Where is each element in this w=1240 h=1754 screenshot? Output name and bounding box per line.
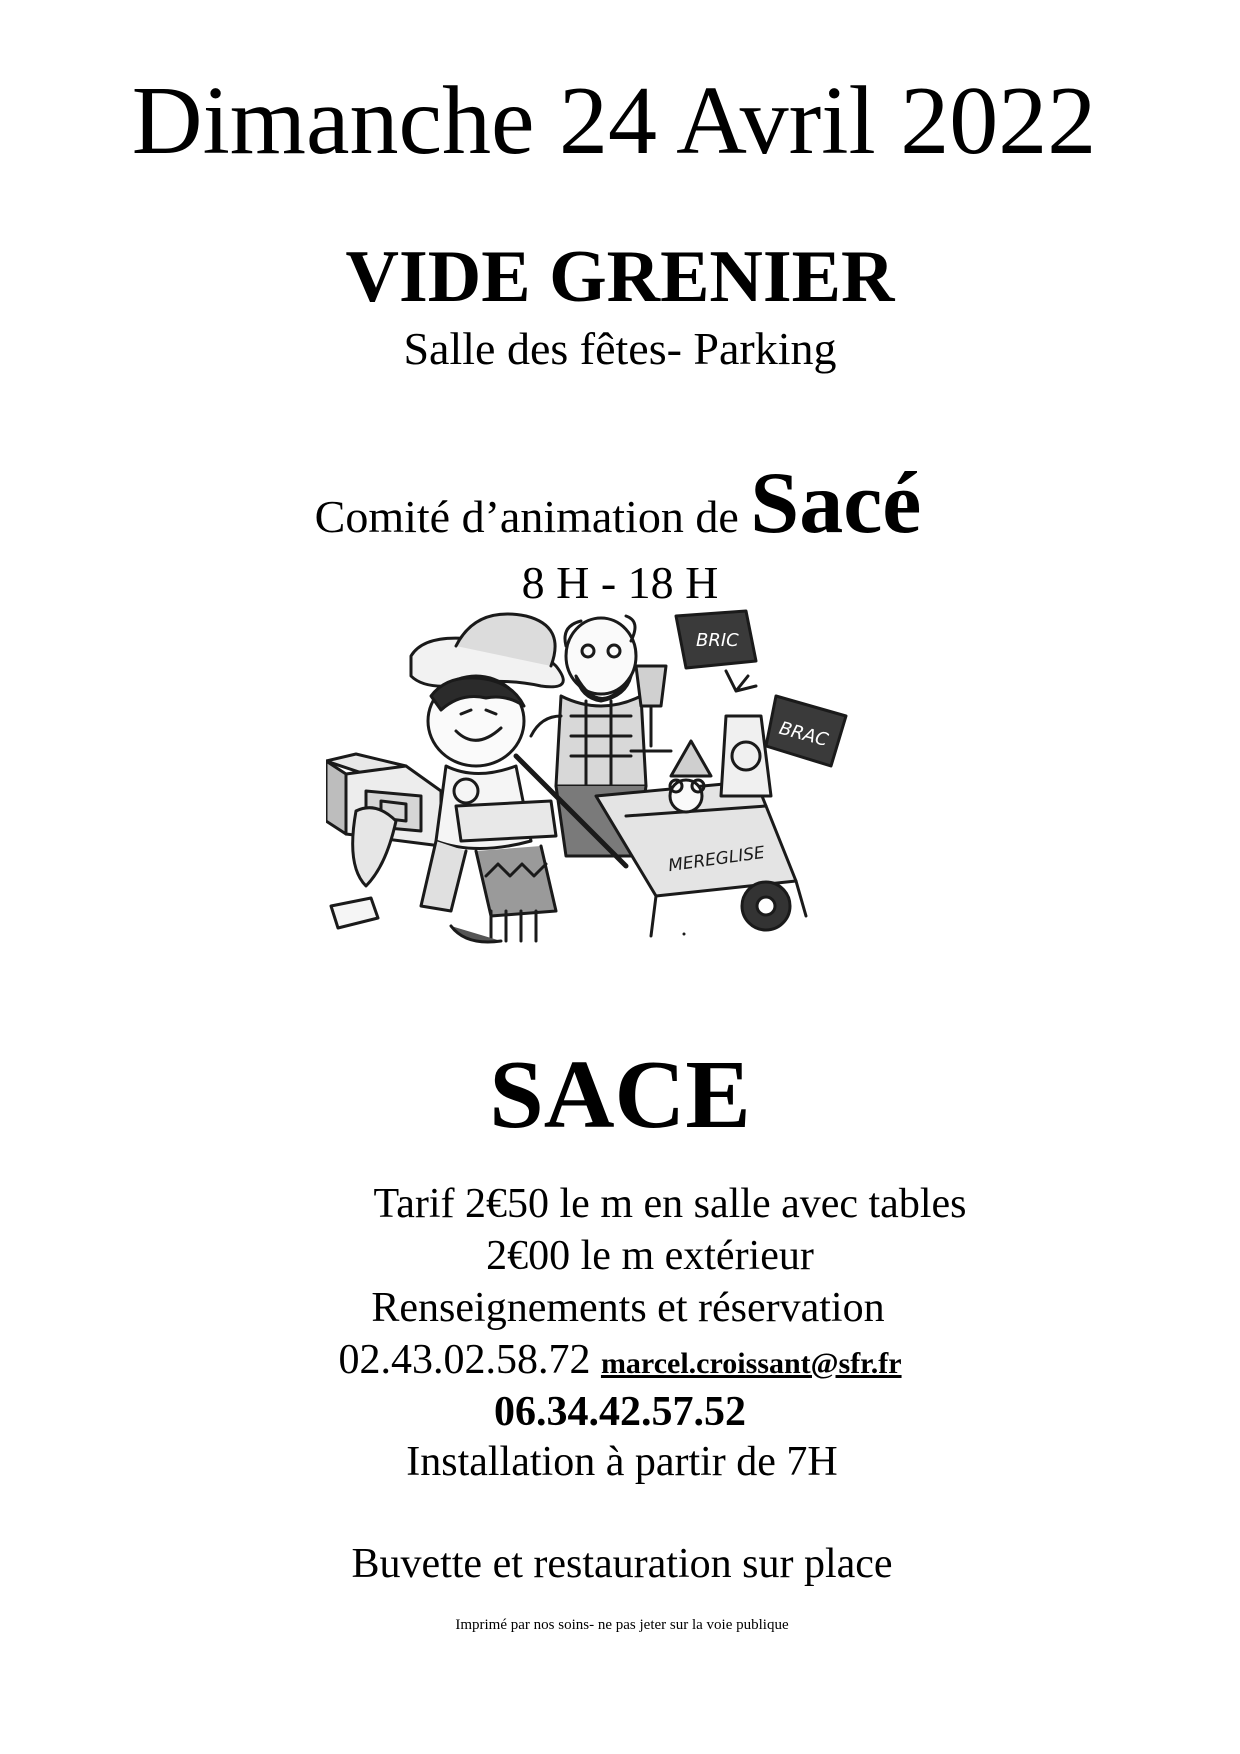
brac-sign-label: BRAC bbox=[776, 717, 831, 751]
ticket-drawing bbox=[331, 898, 378, 928]
small-tool-drawing bbox=[726, 671, 756, 691]
event-title: VIDE GRENIER bbox=[345, 236, 895, 318]
setup-time: Installation à partir de 7H bbox=[406, 1439, 838, 1485]
email-address[interactable]: marcel.croissant@sfr.fr bbox=[600, 1347, 902, 1380]
price-outdoor: 2€00 le m extérieur bbox=[486, 1233, 814, 1279]
organizer-line bbox=[0, 455, 1238, 552]
organizer-town: Sacé bbox=[750, 455, 922, 552]
mereglise-label: MEREGLISE bbox=[666, 842, 766, 877]
price-indoor: Tarif 2€50 le m en salle avec tables bbox=[373, 1181, 967, 1227]
footer-note: Imprimé par nos soins- ne pas jeter sur la voie publique bbox=[455, 1617, 789, 1633]
phone-number-1: 02.43.02.58.72 bbox=[338, 1337, 591, 1383]
town-name: SACE bbox=[489, 1041, 751, 1149]
flea-market-illustration bbox=[326, 606, 936, 968]
phone-number-2: 06.34.42.57.52 bbox=[494, 1389, 746, 1435]
opening-hours: 8 H - 18 H bbox=[521, 557, 719, 608]
event-date: Dimanche 24 Avril 2022 bbox=[131, 67, 1097, 175]
contact-line bbox=[0, 1339, 1240, 1381]
bric-sign-label: BRIC bbox=[696, 630, 739, 651]
organizer-prefix: Comité d’animation de bbox=[314, 491, 751, 542]
venue-text: Salle des fêtes- Parking bbox=[403, 323, 837, 374]
contact-heading: Renseignements et réservation bbox=[371, 1285, 885, 1331]
refreshments-note: Buvette et restauration sur place bbox=[351, 1541, 893, 1587]
